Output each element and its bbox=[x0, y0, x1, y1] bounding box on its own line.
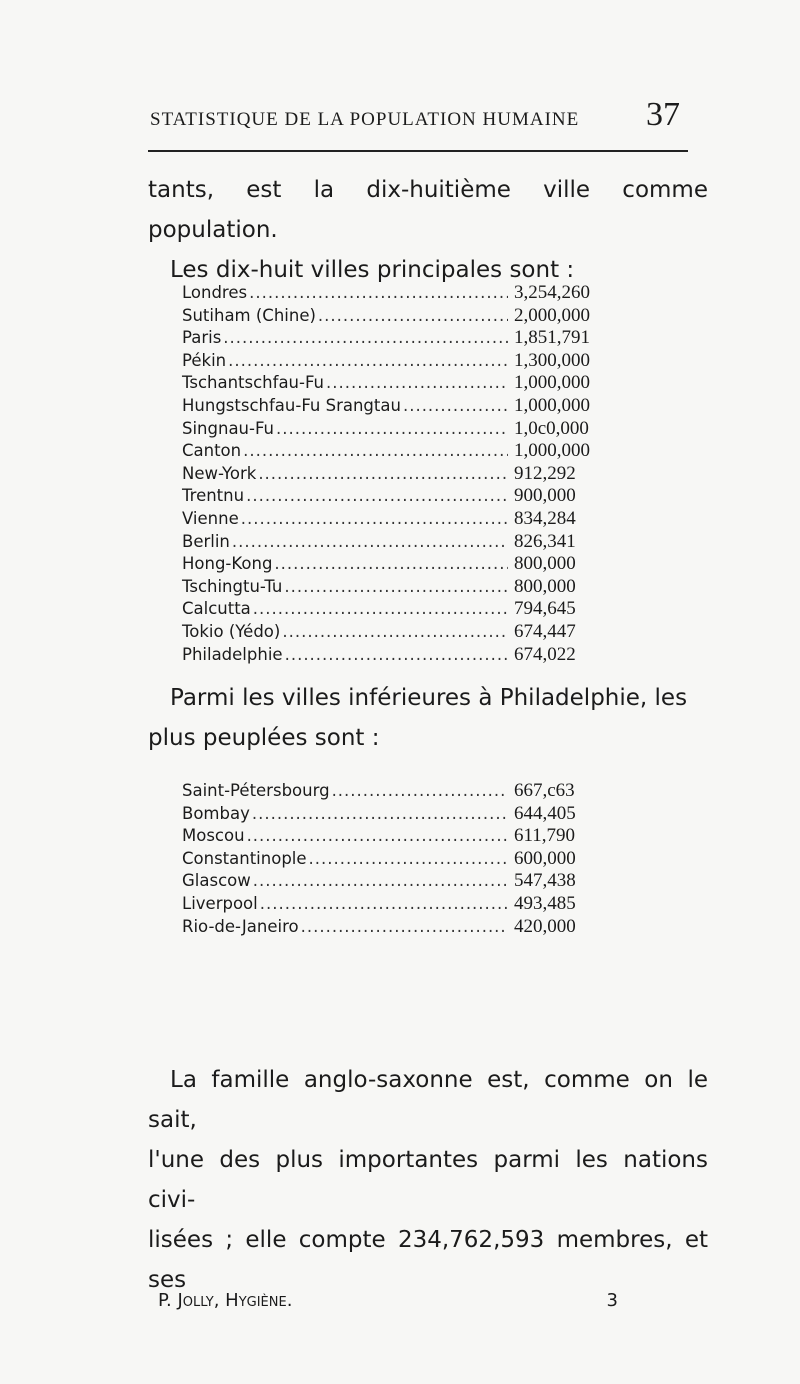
city-name: Singnau-Fu bbox=[182, 418, 275, 438]
table-row bbox=[182, 780, 644, 803]
table-row bbox=[182, 576, 644, 599]
table-row bbox=[182, 395, 644, 418]
leader-dots bbox=[332, 781, 508, 800]
running-header bbox=[150, 96, 680, 132]
table-row bbox=[182, 440, 644, 463]
leader-dots bbox=[232, 532, 508, 551]
city-table-2 bbox=[182, 780, 644, 938]
paragraph-3-line-3: lisées ; elle compte 234,762,593 membres, et ses bbox=[148, 1227, 708, 1293]
leader-dots bbox=[223, 328, 508, 347]
leader-dots bbox=[249, 283, 508, 302]
signature-mark: 3 bbox=[606, 1290, 618, 1311]
paragraph-2 bbox=[148, 678, 708, 758]
city-name: Philadelphie bbox=[182, 644, 283, 664]
city-name: Berlin bbox=[182, 531, 230, 551]
city-population: 794,645 bbox=[514, 598, 576, 620]
city-name: Tschantschfau-Fu bbox=[182, 373, 325, 393]
header-title: STATISTIQUE DE LA POPULATION HUMAINE bbox=[150, 109, 580, 130]
table-row bbox=[182, 644, 644, 667]
city-name: Vienne bbox=[182, 508, 239, 528]
city-population: 912,292 bbox=[514, 462, 576, 484]
leader-dots bbox=[326, 373, 508, 392]
table-row bbox=[182, 372, 644, 395]
leader-dots bbox=[253, 871, 508, 890]
city-population: 644,405 bbox=[514, 802, 576, 824]
leader-dots bbox=[274, 554, 508, 573]
city-name: Tokio (Yédo) bbox=[182, 621, 281, 641]
header-rule bbox=[148, 150, 688, 152]
city-population: 611,790 bbox=[514, 825, 576, 847]
page-number: 37 bbox=[646, 96, 680, 133]
leader-dots bbox=[253, 599, 508, 618]
leader-dots bbox=[403, 396, 508, 415]
city-name: Glascow bbox=[182, 871, 251, 891]
city-name: Moscou bbox=[182, 826, 245, 846]
table-row bbox=[182, 305, 644, 328]
city-name: Hungstschfau-Fu Srangtau bbox=[182, 395, 401, 415]
table-row bbox=[182, 327, 644, 350]
table-row bbox=[182, 621, 644, 644]
city-name: Tschingtu-Tu bbox=[182, 576, 283, 596]
city-population: 1,000,000 bbox=[514, 372, 590, 394]
city-table-1 bbox=[182, 282, 644, 666]
city-name: Paris bbox=[182, 328, 222, 348]
paragraph-1-line-2: Les dix-huit villes principales sont : bbox=[170, 257, 575, 283]
table-row bbox=[182, 916, 644, 939]
leader-dots bbox=[309, 849, 508, 868]
city-population: 493,485 bbox=[514, 892, 576, 914]
table-row bbox=[182, 282, 644, 305]
city-population: 1,851,791 bbox=[514, 327, 590, 349]
leader-dots bbox=[258, 464, 508, 483]
city-population: 3,254,260 bbox=[514, 282, 590, 303]
city-name: Pékin bbox=[182, 350, 227, 370]
city-population: 800,000 bbox=[514, 575, 576, 597]
leader-dots bbox=[243, 441, 508, 460]
city-name: Sutiham (Chine) bbox=[182, 305, 316, 325]
city-population: 1,300,000 bbox=[514, 349, 590, 371]
city-population: 600,000 bbox=[514, 847, 576, 869]
city-name: Constantinople bbox=[182, 848, 307, 868]
table-row bbox=[182, 553, 644, 576]
table-row bbox=[182, 531, 644, 554]
leader-dots bbox=[228, 351, 508, 370]
table-row bbox=[182, 825, 644, 848]
paragraph-1-line-1: tants, est la dix-huitième ville comme population. bbox=[148, 177, 708, 243]
city-name: New-York bbox=[182, 463, 257, 483]
city-name: Londres bbox=[182, 283, 248, 302]
table-row bbox=[182, 598, 644, 621]
leader-dots bbox=[301, 917, 508, 936]
page-footer bbox=[158, 1290, 618, 1311]
paragraph-2-line-2: plus peuplées sont : bbox=[148, 725, 380, 751]
paragraph-3-line-2: l'une des plus importantes parmi les nations civi- bbox=[148, 1147, 708, 1213]
city-population: 900,000 bbox=[514, 485, 576, 507]
table-row bbox=[182, 508, 644, 531]
city-population: 667,c63 bbox=[514, 780, 575, 801]
city-name: Calcutta bbox=[182, 599, 251, 619]
leader-dots bbox=[284, 577, 508, 596]
city-population: 834,284 bbox=[514, 507, 576, 529]
paragraph-2-line-1: Parmi les villes inférieures à Philadelphie, les bbox=[170, 685, 688, 711]
city-name: Bombay bbox=[182, 803, 250, 823]
city-population: 800,000 bbox=[514, 553, 576, 575]
leader-dots bbox=[260, 894, 508, 913]
city-name: Liverpool bbox=[182, 893, 258, 913]
city-name: Saint-Pétersbourg bbox=[182, 781, 330, 800]
table-row bbox=[182, 485, 644, 508]
leader-dots bbox=[318, 306, 508, 325]
city-population: 2,000,000 bbox=[514, 304, 590, 326]
city-population: 674,447 bbox=[514, 620, 576, 642]
table-row bbox=[182, 848, 644, 871]
city-population: 826,341 bbox=[514, 530, 576, 552]
paragraph-3-line-1: La famille anglo-saxonne est, comme on le sait, bbox=[148, 1067, 708, 1133]
leader-dots bbox=[246, 486, 508, 505]
leader-dots bbox=[247, 826, 508, 845]
table-row bbox=[182, 418, 644, 441]
city-population: 547,438 bbox=[514, 870, 576, 892]
paragraph-3 bbox=[148, 1060, 708, 1300]
city-population: 1,000,000 bbox=[514, 394, 590, 416]
footer-author: P. Jolly, Hygiène. bbox=[158, 1290, 293, 1311]
city-name: Hong-Kong bbox=[182, 554, 273, 574]
city-name: Rio-de-Janeiro bbox=[182, 916, 299, 936]
leader-dots bbox=[276, 419, 508, 438]
table-row bbox=[182, 803, 644, 826]
city-name: Trentnu bbox=[182, 486, 245, 506]
city-name: Canton bbox=[182, 441, 242, 461]
leader-dots bbox=[282, 622, 508, 641]
table-row bbox=[182, 350, 644, 373]
paragraph-1 bbox=[148, 170, 708, 290]
city-population: 1,0c0,000 bbox=[514, 417, 589, 439]
table-row bbox=[182, 870, 644, 893]
leader-dots bbox=[241, 509, 508, 528]
leader-dots bbox=[285, 645, 508, 664]
table-row bbox=[182, 893, 644, 916]
city-population: 420,000 bbox=[514, 915, 576, 937]
city-population: 674,022 bbox=[514, 643, 576, 665]
city-population: 1,000,000 bbox=[514, 440, 590, 462]
leader-dots bbox=[252, 804, 508, 823]
table-row bbox=[182, 463, 644, 486]
